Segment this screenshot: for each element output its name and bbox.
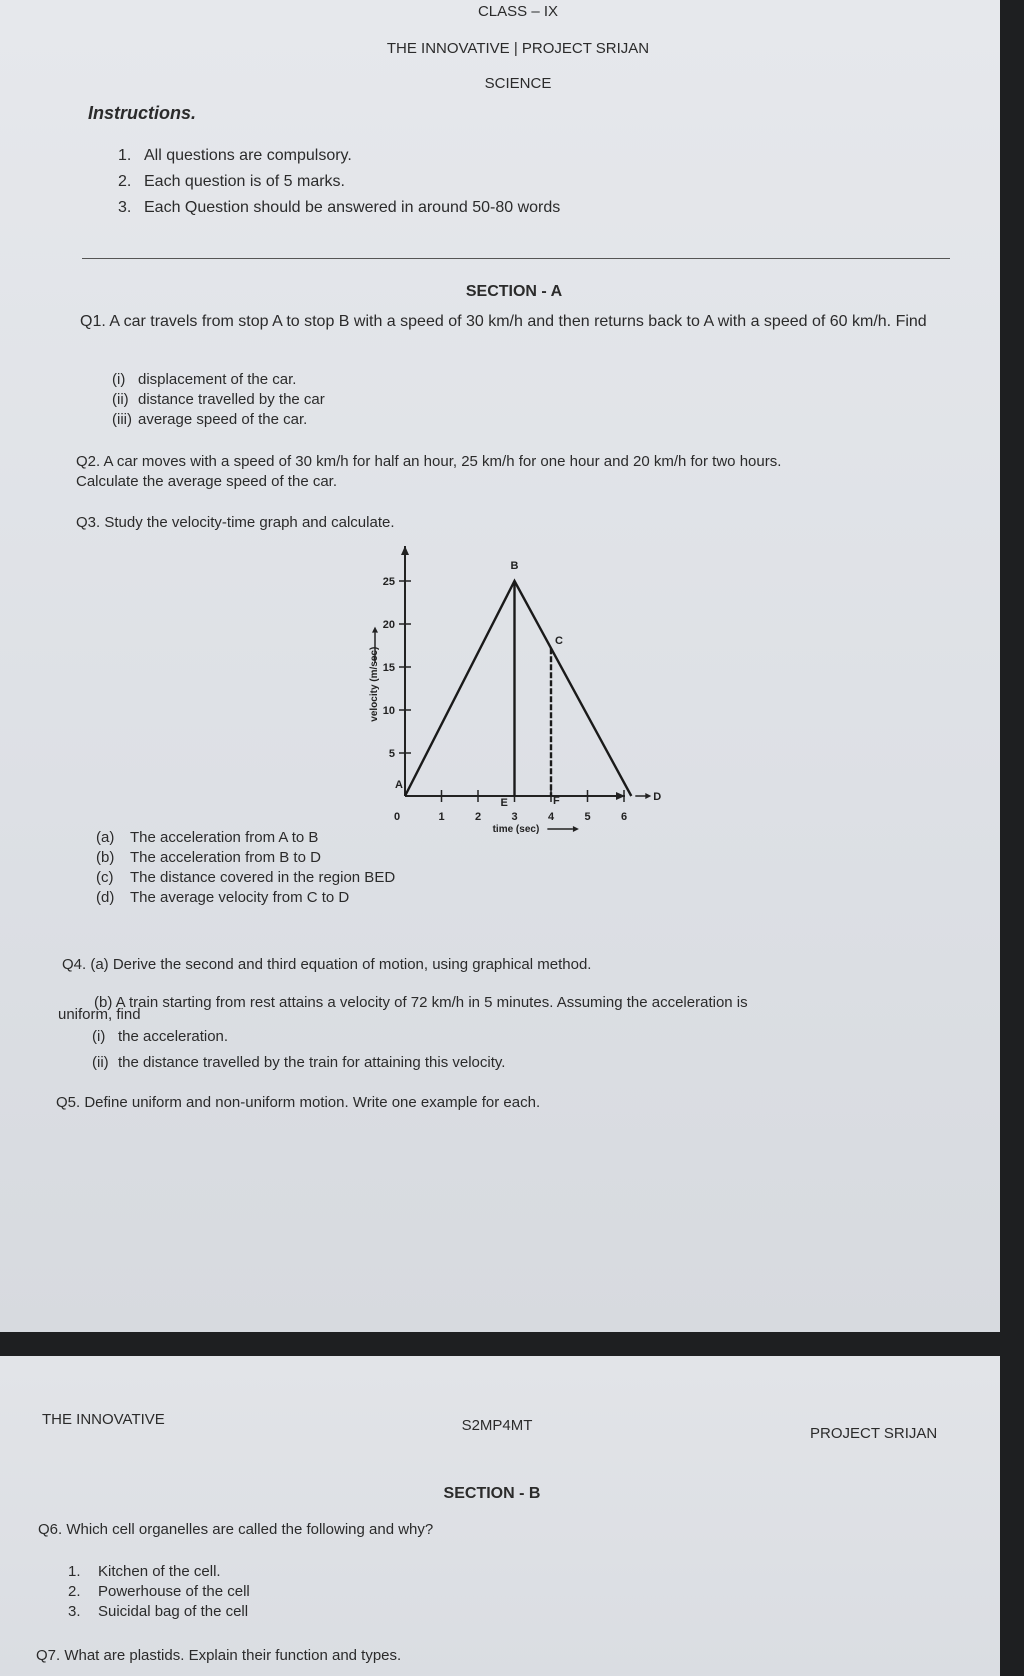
list-item: Each Question should be answered in around 50-80 words xyxy=(144,199,561,216)
list-item: The acceleration from B to D xyxy=(130,849,321,866)
list-item: The average velocity from C to D xyxy=(130,889,350,906)
list-item: The acceleration from A to B xyxy=(130,829,319,846)
question-5: Q5. Define uniform and non-uniform motion. Write one example for each. xyxy=(56,1094,541,1111)
list-item-number: (b) xyxy=(96,849,115,866)
list-item-number: (i) xyxy=(112,371,126,388)
worksheet-page-2 xyxy=(0,1356,1000,1676)
instructions-title: Instructions. xyxy=(88,103,197,123)
list-item: average speed of the car. xyxy=(138,411,308,428)
list-item-number: 2. xyxy=(68,1583,81,1600)
list-item-number: (ii) xyxy=(112,391,129,408)
y-tick-label: 5 xyxy=(388,748,395,760)
y-axis-arrow xyxy=(401,546,409,555)
point-label-F: F xyxy=(553,795,560,807)
list-item: All questions are compulsory. xyxy=(144,147,352,164)
x-tick-label: 1 xyxy=(438,811,445,823)
list-item: Powerhouse of the cell xyxy=(98,1583,250,1600)
x-tick-label: 3 xyxy=(511,811,518,823)
y-tick-label: 25 xyxy=(382,576,395,588)
x-tick-label: 5 xyxy=(584,811,591,823)
y-tick-label: 10 xyxy=(382,705,395,717)
question-2-line-1: Q2. A car moves with a speed of 30 km/h for half an hour, 25 km/h for one hour and 20 km/h for two hours. xyxy=(76,453,782,470)
point-label-E: E xyxy=(500,797,508,809)
page2-header-right: PROJECT SRIJAN xyxy=(810,1425,938,1442)
velocity-line xyxy=(405,581,631,796)
list-item: the distance travelled by the train for attaining this velocity. xyxy=(118,1054,506,1071)
question-1: Q1. A car travels from stop A to stop B with a speed of 30 km/h and then returns back to A with a speed of 60 km/h. Find xyxy=(80,313,927,330)
list-item: Each question is of 5 marks. xyxy=(144,173,345,190)
point-label-A: A xyxy=(395,779,403,791)
divider xyxy=(82,258,950,259)
page2-header-left: THE INNOVATIVE xyxy=(42,1411,165,1428)
subject-title: SCIENCE xyxy=(484,75,552,92)
list-item: Kitchen of the cell. xyxy=(98,1563,221,1580)
list-item-number: (a) xyxy=(96,829,115,846)
question-6: Q6. Which cell organelles are called the following and why? xyxy=(38,1521,434,1538)
school-line: THE INNOVATIVE | PROJECT SRIJAN xyxy=(386,40,650,57)
list-item-number: 3. xyxy=(118,199,132,216)
list-item-number: (iii) xyxy=(112,411,132,428)
question-4-part-a: Q4. (a) Derive the second and third equation of motion, using graphical method. xyxy=(62,956,592,973)
x-tick-label: 0 xyxy=(393,811,401,823)
list-item-number: 1. xyxy=(118,147,132,164)
question-3: Q3. Study the velocity-time graph and calculate. xyxy=(76,514,395,531)
page2-header-center: S2MP4MT xyxy=(461,1417,533,1434)
question-4-part-b-line-2: uniform, find xyxy=(58,1006,141,1023)
point-label-D: D xyxy=(653,791,662,803)
x-tick-label: 2 xyxy=(474,811,482,823)
x-axis-label: time (sec) xyxy=(492,824,540,835)
question-7: Q7. What are plastids. Explain their function and types. xyxy=(36,1647,402,1664)
list-item: distance travelled by the car xyxy=(138,391,325,408)
list-item-number: (ii) xyxy=(92,1054,109,1071)
velocity-time-graph xyxy=(355,538,665,838)
list-item: displacement of the car. xyxy=(138,371,297,388)
list-item: The distance covered in the region BED xyxy=(130,869,396,886)
x-tick-label: 6 xyxy=(620,811,628,823)
point-label-B: B xyxy=(510,560,519,572)
d-arrow-head xyxy=(645,793,651,799)
section-a-title: SECTION - A xyxy=(465,283,563,300)
y-tick-label: 20 xyxy=(382,619,395,631)
class-label: CLASS – IX xyxy=(477,3,559,20)
y-label-arrow-head xyxy=(372,627,378,633)
list-item-number: 3. xyxy=(68,1603,81,1620)
question-4-part-b-line-1: (b) A train starting from rest attains a velocity of 72 km/h in 5 minutes. Assuming the acceleration is xyxy=(94,994,748,1011)
list-item: Suicidal bag of the cell xyxy=(98,1603,249,1620)
list-item-number: (d) xyxy=(96,889,115,906)
list-item: the acceleration. xyxy=(118,1028,229,1045)
list-item-number: 2. xyxy=(118,173,132,190)
y-axis-label: velocity (m/sec) xyxy=(369,646,380,722)
x-tick-label: 4 xyxy=(547,811,555,823)
question-2-line-2: Calculate the average speed of the car. xyxy=(76,473,338,490)
y-tick-label: 15 xyxy=(382,662,395,674)
list-item-number: (c) xyxy=(96,869,114,886)
section-b-title: SECTION - B xyxy=(443,1485,541,1502)
list-item-number: (i) xyxy=(92,1028,106,1045)
list-item-number: 1. xyxy=(68,1563,81,1580)
x-label-arrow-head xyxy=(573,826,579,832)
point-label-C: C xyxy=(555,635,563,648)
